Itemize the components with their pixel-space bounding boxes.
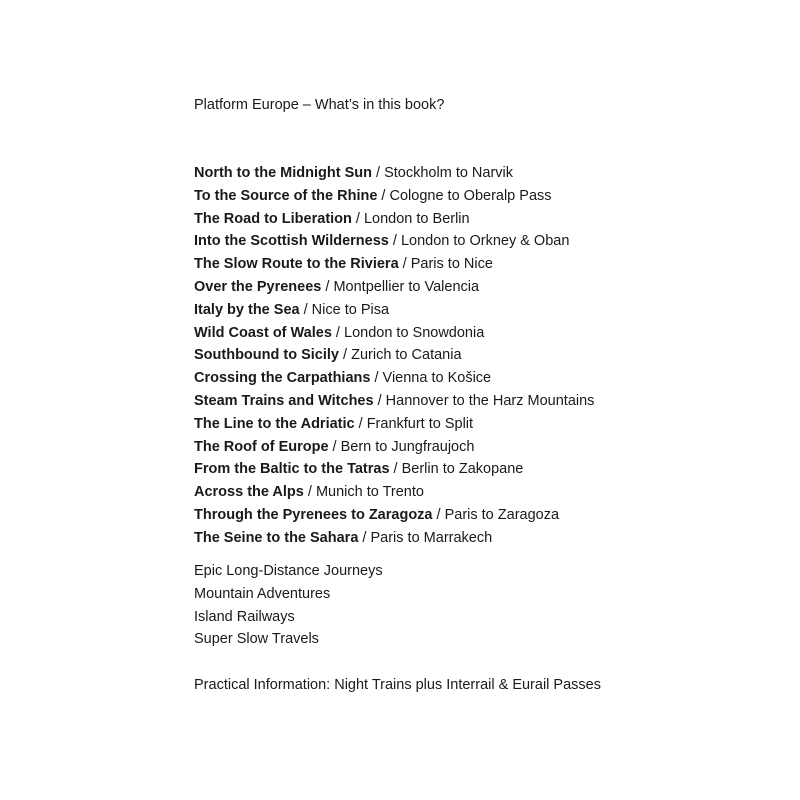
route-title: The Slow Route to the Riviera (194, 256, 399, 273)
route-separator: / (377, 187, 390, 204)
route-endpoints: Hannover to the Harz Mountains (385, 392, 595, 409)
route-endpoints: Cologne to Oberalp Pass (389, 187, 552, 204)
route-title: To the Source of the Rhine (194, 187, 378, 204)
route-separator: / (321, 278, 334, 295)
route-title: The Line to the Adriatic (194, 415, 355, 432)
route-item (194, 413, 594, 436)
route-separator: / (351, 210, 364, 227)
practical-information: Practical Information: Night Trains plus Interrail & Eurail Passes (194, 677, 601, 693)
route-item (194, 162, 594, 185)
route-endpoints: Paris to Nice (410, 256, 493, 273)
route-separator: / (389, 461, 402, 478)
route-title: Southbound to Sicily (194, 347, 339, 364)
route-title: The Seine to the Sahara (194, 529, 359, 546)
route-separator: / (354, 415, 367, 432)
route-separator: / (398, 256, 411, 273)
route-item (194, 458, 594, 481)
route-endpoints: Bern to Jungfraujoch (340, 438, 475, 455)
route-separator: / (331, 324, 344, 341)
route-title: Into the Scottish Wilderness (194, 233, 389, 250)
route-list (194, 162, 594, 550)
section-item: Mountain Adventures (194, 585, 331, 602)
route-endpoints: London to Berlin (363, 210, 470, 227)
route-endpoints: Nice to Pisa (311, 301, 390, 318)
route-item (194, 527, 594, 550)
route-title: Wild Coast of Wales (194, 324, 332, 341)
route-endpoints: Montpellier to Valencia (333, 278, 480, 295)
route-item (194, 436, 594, 459)
route-separator: / (388, 233, 401, 250)
route-separator: / (370, 370, 383, 387)
route-title: Over the Pyrenees (194, 278, 322, 295)
section-item: Epic Long-Distance Journeys (194, 563, 383, 579)
route-title: Italy by the Sea (194, 301, 300, 318)
route-item (194, 390, 594, 413)
route-item (194, 367, 594, 390)
route-item (194, 230, 594, 253)
route-endpoints: Vienna to Košice (382, 370, 492, 387)
route-title: Across the Alps (194, 484, 304, 501)
route-endpoints: London to Orkney & Oban (400, 233, 570, 250)
section-item: Super Slow Travels (194, 631, 319, 648)
route-item (194, 481, 594, 504)
route-separator: / (303, 484, 316, 501)
route-separator: / (328, 438, 341, 455)
route-endpoints: Frankfurt to Split (366, 415, 474, 432)
route-item (194, 322, 594, 345)
route-item (194, 504, 594, 527)
route-item (194, 253, 594, 276)
route-endpoints: Berlin to Zakopane (401, 461, 524, 478)
route-title: North to the Midnight Sun (194, 165, 372, 181)
route-separator: / (372, 165, 385, 181)
route-endpoints: Stockholm to Narvik (384, 165, 514, 181)
route-endpoints: Paris to Zaragoza (444, 506, 560, 523)
route-endpoints: Paris to Marrakech (370, 529, 493, 546)
route-separator: / (339, 347, 352, 364)
page-heading: Platform Europe – What’s in this book? (194, 97, 445, 113)
route-separator: / (432, 506, 445, 523)
route-title: Steam Trains and Witches (194, 392, 374, 409)
route-item (194, 208, 594, 231)
route-separator: / (373, 392, 386, 409)
route-title: From the Baltic to the Tatras (194, 461, 390, 478)
route-title: The Roof of Europe (194, 438, 329, 455)
route-endpoints: Munich to Trento (315, 484, 424, 501)
section-item: Island Railways (194, 608, 295, 625)
route-item (194, 276, 594, 299)
route-item (194, 344, 594, 367)
route-endpoints: London to Snowdonia (344, 324, 485, 341)
route-item (194, 185, 594, 208)
route-separator: / (299, 301, 312, 318)
route-endpoints: Zurich to Catania (351, 347, 462, 364)
route-item (194, 299, 594, 322)
route-title: The Road to Liberation (194, 210, 352, 227)
route-title: Through the Pyrenees to Zaragoza (194, 506, 433, 523)
route-title: Crossing the Carpathians (194, 370, 371, 387)
route-separator: / (358, 529, 371, 546)
section-list (194, 560, 383, 651)
